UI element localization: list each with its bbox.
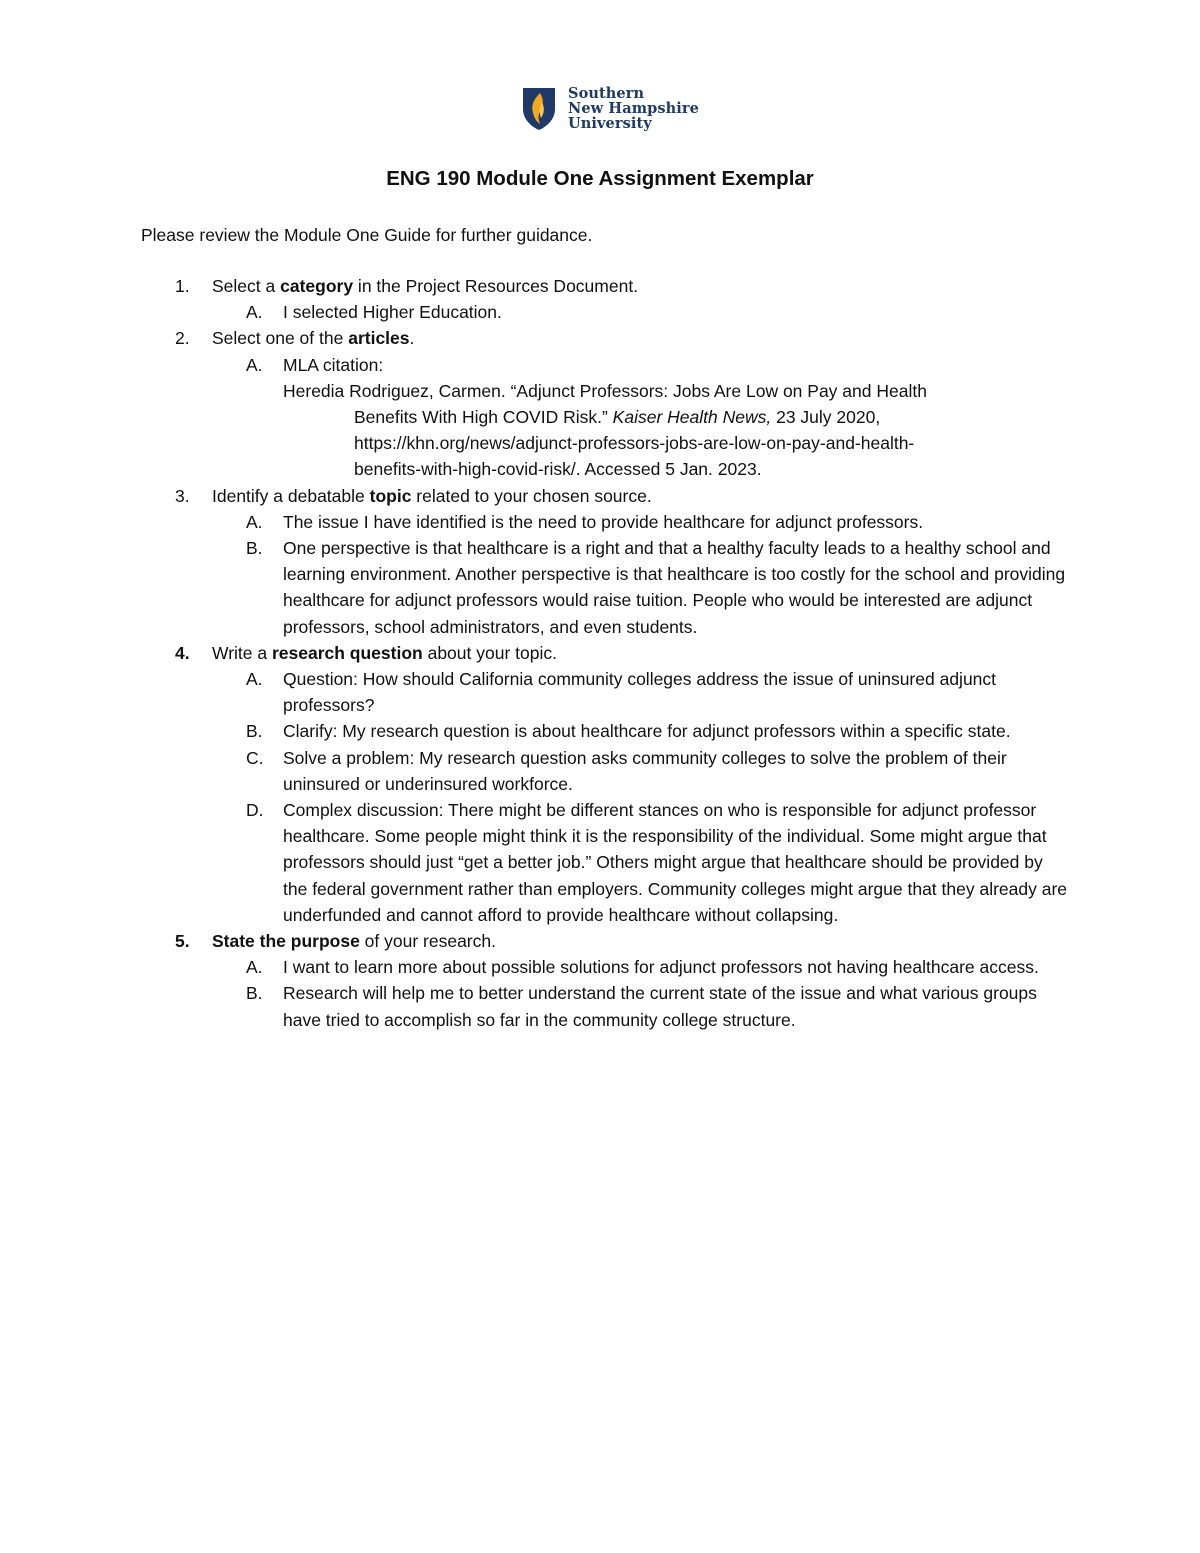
sub-item: [141, 980, 1071, 1032]
item-heading: State the purpose of your research.: [212, 931, 496, 952]
sub-item: [141, 718, 1071, 744]
logo-line-2: New Hampshire: [568, 100, 699, 117]
sub-item-text: Solve a problem: My research question asks community colleges to solve the problem of their uninsured or underinsured workforce.: [283, 747, 1007, 794]
sub-item: [141, 299, 1071, 325]
sub-item-text: Clarify: My research question is about healthcare for adjunct professors within a specific state.: [283, 721, 1011, 742]
sub-item-letter: D.: [246, 800, 264, 821]
list-item-4: [141, 640, 1071, 666]
item-heading: Select one of the articles.: [212, 328, 415, 349]
citation-url: https://khn.org/news/adjunct-professors-jobs-are-low-on-pay-and-health-: [354, 433, 915, 454]
sub-item-letter: A.: [246, 302, 263, 323]
citation-label: MLA citation:: [283, 354, 384, 375]
sub-item-text: The issue I have identified is the need to provide healthcare for adjunct professors.: [283, 511, 924, 532]
citation-block: [141, 352, 1071, 483]
sub-item-text: I selected Higher Education.: [283, 302, 502, 323]
shield-flame-icon: [522, 87, 556, 131]
sub-item: [141, 535, 1071, 640]
sub-item-text: Complex discussion: There might be different stances on who is responsible for adjunct professor healthcare. Some people might think it is the responsibility of the individual. Some might argue that professors should just “get a better job.” Others might argue that healthcare should be provided by the federal government rather than employers. Community colleges might argue that they already are underfunded and cannot afford to provide healthcare without collapsing.: [283, 800, 1068, 925]
citation-line: Benefits With High COVID Risk.” Kaiser Health News, 23 July 2020,: [354, 407, 881, 428]
numbered-list: [141, 273, 1071, 1033]
sub-item-text: Research will help me to better understand the current state of the issue and what various groups have tried to accomplish so far in the community college structure.: [283, 983, 1037, 1030]
sub-item: [141, 745, 1071, 797]
item-number: 3.: [175, 485, 190, 506]
university-logo: [522, 86, 699, 131]
logo-wordmark: [568, 86, 699, 131]
sub-item-letter: A.: [246, 957, 263, 978]
sub-item-letter: A.: [246, 354, 263, 375]
list-item-2: [141, 325, 1071, 351]
item-heading: Identify a debatable topic related to your chosen source.: [212, 485, 652, 506]
sub-item-letter: B.: [246, 538, 263, 559]
sub-item-text: Question: How should California community colleges address the issue of uninsured adjunct professors?: [283, 669, 997, 716]
sub-item: [141, 509, 1071, 535]
sub-item-letter: C.: [246, 747, 264, 768]
sub-item-letter: A.: [246, 511, 263, 532]
item-number: 5.: [175, 931, 190, 952]
logo-line-3: University: [568, 115, 652, 132]
sub-item-letter: B.: [246, 721, 263, 742]
item-number: 2.: [175, 328, 190, 349]
document-title: ENG 190 Module One Assignment Exemplar: [386, 167, 814, 190]
sub-item-letter: A.: [246, 669, 263, 690]
sub-item: [141, 666, 1071, 718]
item-number: 1.: [175, 276, 190, 296]
item-heading: Select a category in the Project Resources Document.: [212, 276, 639, 296]
item-number: 4.: [175, 642, 190, 663]
sub-item: [141, 954, 1071, 980]
intro-text: Please review the Module One Guide for further guidance.: [141, 225, 593, 245]
list-item-1: [141, 273, 1071, 299]
sub-item-text: One perspective is that healthcare is a right and that a healthy faculty leads to a healthy school and learning environment. Another perspective is that healthcare is too costly for the school and providing healthcare for adjunct professors would raise tuition. People who would be interested are adjunct professors, school administrators, and even students.: [283, 538, 1066, 637]
sub-item: [141, 797, 1071, 928]
sub-item-letter: B.: [246, 983, 263, 1004]
list-item-3: [141, 483, 1071, 509]
item-heading: Write a research question about your topic.: [212, 642, 557, 663]
logo-line-1: Southern: [568, 85, 645, 102]
citation-line: Heredia Rodriguez, Carmen. “Adjunct Professors: Jobs Are Low on Pay and Health: [283, 380, 927, 401]
citation-line: benefits-with-high-covid-risk/. Accessed 5 Jan. 2023.: [354, 459, 762, 480]
sub-item-text: I want to learn more about possible solutions for adjunct professors not having healthcare access.: [283, 957, 1039, 978]
list-item-5: [141, 928, 1071, 954]
